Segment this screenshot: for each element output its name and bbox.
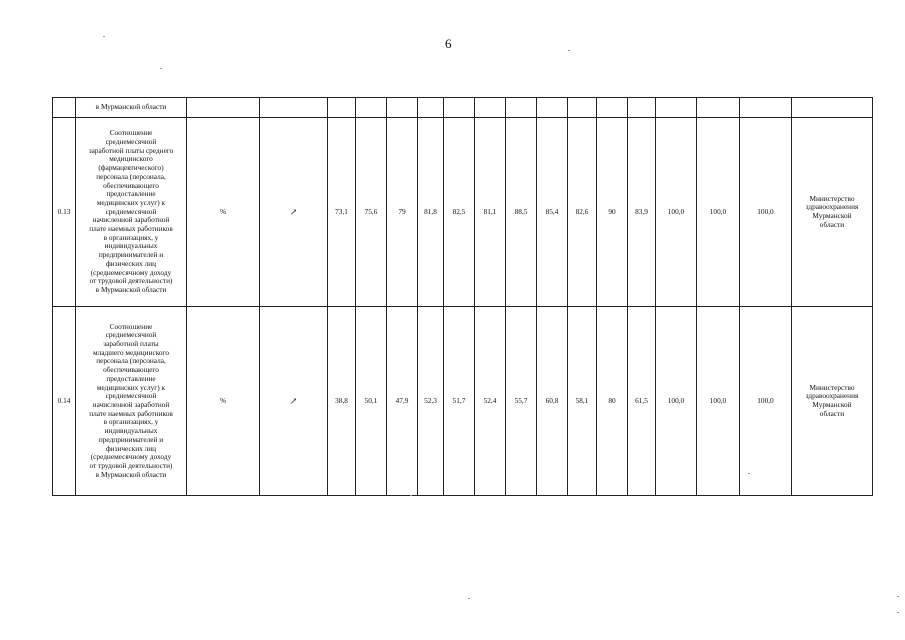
indicators-table (52, 97, 873, 496)
scan-speck (468, 598, 470, 599)
indicator-description (76, 118, 187, 307)
carryover-value-cell (740, 98, 792, 118)
scan-speck (748, 473, 750, 474)
responsible-cell (792, 118, 873, 307)
description-line: индивидуальных (104, 426, 158, 436)
value-cell: 100,0 (656, 118, 697, 307)
scan-speck (160, 68, 162, 69)
carryover-value-cell (475, 98, 506, 118)
description-line: физических лиц (105, 258, 157, 268)
value-cell: 50,1 (356, 307, 387, 496)
value-cell: 52,4 (475, 307, 506, 496)
description-line: предпринимателей и (98, 434, 164, 444)
responsible-line: Министерство (809, 382, 855, 392)
value-cell: 81,1 (475, 118, 506, 307)
description-line: Соотношение (109, 128, 153, 138)
description-line: персонала (персонала, (96, 171, 166, 181)
responsible-line: области (819, 408, 845, 418)
description-line: плате наемных работников (89, 408, 173, 418)
value-cell: 100,0 (656, 307, 697, 496)
carryover-description: в Мурманской области (76, 98, 187, 118)
carryover-value-cell (628, 98, 656, 118)
description-line: от трудовой деятельности) (89, 276, 173, 286)
value-cell: 61,5 (628, 307, 656, 496)
description-line: предпринимателей и (98, 250, 164, 260)
carryover-trend-cell (260, 98, 328, 118)
scan-speck (410, 495, 412, 496)
value-cell: 90 (597, 118, 628, 307)
value-cell: 52,3 (418, 307, 444, 496)
row-index: 0.13 (53, 118, 76, 307)
value-cell: 80 (597, 307, 628, 496)
carryover-row (53, 98, 873, 118)
responsible-line: здравоохранения (805, 391, 859, 401)
value-cell: 75,6 (356, 118, 387, 307)
description-line: в организациях, у (103, 417, 159, 427)
unit-cell: % (187, 118, 260, 307)
description-line: Соотношение (109, 321, 153, 331)
description-line: медицинских услуг) к (96, 197, 166, 207)
scan-speck (103, 36, 105, 37)
carryover-value-cell (697, 98, 740, 118)
responsible-line: здравоохранения (805, 202, 859, 212)
description-line: среднемесячной (105, 391, 157, 401)
description-line: (среднемесячному доходу (90, 267, 172, 277)
scan-speck (897, 612, 899, 613)
description-line: начисленной заработной (92, 215, 170, 225)
value-cell: 58,1 (568, 307, 597, 496)
value-cell: 100,0 (697, 118, 740, 307)
trend-arrow-icon: ↗ (260, 118, 328, 307)
value-cell: 83,9 (628, 118, 656, 307)
scan-speck (897, 596, 899, 597)
value-cell: 38,8 (328, 307, 356, 496)
carryover-value-cell (418, 98, 444, 118)
unit-cell: % (187, 307, 260, 496)
responsible-line: Министерство (809, 193, 855, 203)
table-row (53, 307, 873, 496)
description-line: в организациях, у (103, 232, 159, 242)
carryover-value-cell (356, 98, 387, 118)
responsible-line: Мурманской (812, 211, 852, 220)
description-line: в Мурманской области (95, 469, 167, 479)
row-index: 0.14 (53, 307, 76, 496)
value-cell: 82,6 (568, 118, 597, 307)
description-line: (фармацевтического) (98, 163, 164, 173)
value-cell: 81,8 (418, 118, 444, 307)
value-cell: 51,7 (444, 307, 475, 496)
description-line: младшего медицинского (93, 347, 169, 357)
description-line: плате наемных работников (89, 224, 173, 234)
description-line: персонала (персонала, (96, 356, 166, 366)
carryover-value-cell (387, 98, 418, 118)
description-line: от трудовой деятельности) (89, 460, 173, 470)
description-line: начисленной заработной (92, 400, 170, 409)
carryover-value-cell (537, 98, 568, 118)
carryover-value-cell (506, 98, 537, 118)
description-line: в Мурманской области (95, 284, 167, 294)
trend-arrow-icon: ↗ (260, 307, 328, 496)
scan-speck (568, 50, 570, 51)
description-line: предоставление (106, 189, 156, 199)
value-cell: 100,0 (740, 118, 792, 307)
description-line: среднемесячной (105, 137, 157, 147)
description-line: индивидуальных (104, 241, 158, 251)
description-line: заработной платы (103, 339, 159, 349)
value-cell: 100,0 (697, 307, 740, 496)
responsible-line: Мурманской (812, 400, 852, 409)
value-cell: 85,4 (537, 118, 568, 307)
responsible-cell (792, 307, 873, 496)
value-cell: 100,0 (740, 307, 792, 496)
carryover-value-cell (568, 98, 597, 118)
carryover-value-cell (328, 98, 356, 118)
description-line: среднемесячной (105, 206, 157, 216)
description-line: среднемесячной (105, 330, 157, 340)
carryover-index-cell (53, 98, 76, 118)
value-cell: 47,9 (387, 307, 418, 496)
value-cell: 55,7 (506, 307, 537, 496)
responsible-line: области (819, 219, 845, 229)
indicator-description (76, 307, 187, 496)
value-cell: 82,5 (444, 118, 475, 307)
carryover-value-cell (444, 98, 475, 118)
carryover-unit-cell (187, 98, 260, 118)
description-line: обеспечивающего (103, 180, 159, 190)
table-row (53, 118, 873, 307)
description-line: медицинских услуг) к (96, 382, 166, 392)
description-line: медицинского (109, 154, 153, 164)
carryover-responsible-cell (792, 98, 873, 118)
value-cell: 79 (387, 118, 418, 307)
description-line: физических лиц (105, 443, 157, 453)
page-number: 6 (445, 36, 452, 51)
value-cell: 60,8 (537, 307, 568, 496)
description-line: заработной платы среднего (88, 145, 174, 155)
description-line: (среднемесячному доходу (90, 452, 172, 462)
carryover-value-cell (597, 98, 628, 118)
description-line: предоставление (106, 373, 156, 383)
value-cell: 73,1 (328, 118, 356, 307)
value-cell: 88,5 (506, 118, 537, 307)
carryover-value-cell (656, 98, 697, 118)
description-line: обеспечивающего (103, 365, 159, 375)
